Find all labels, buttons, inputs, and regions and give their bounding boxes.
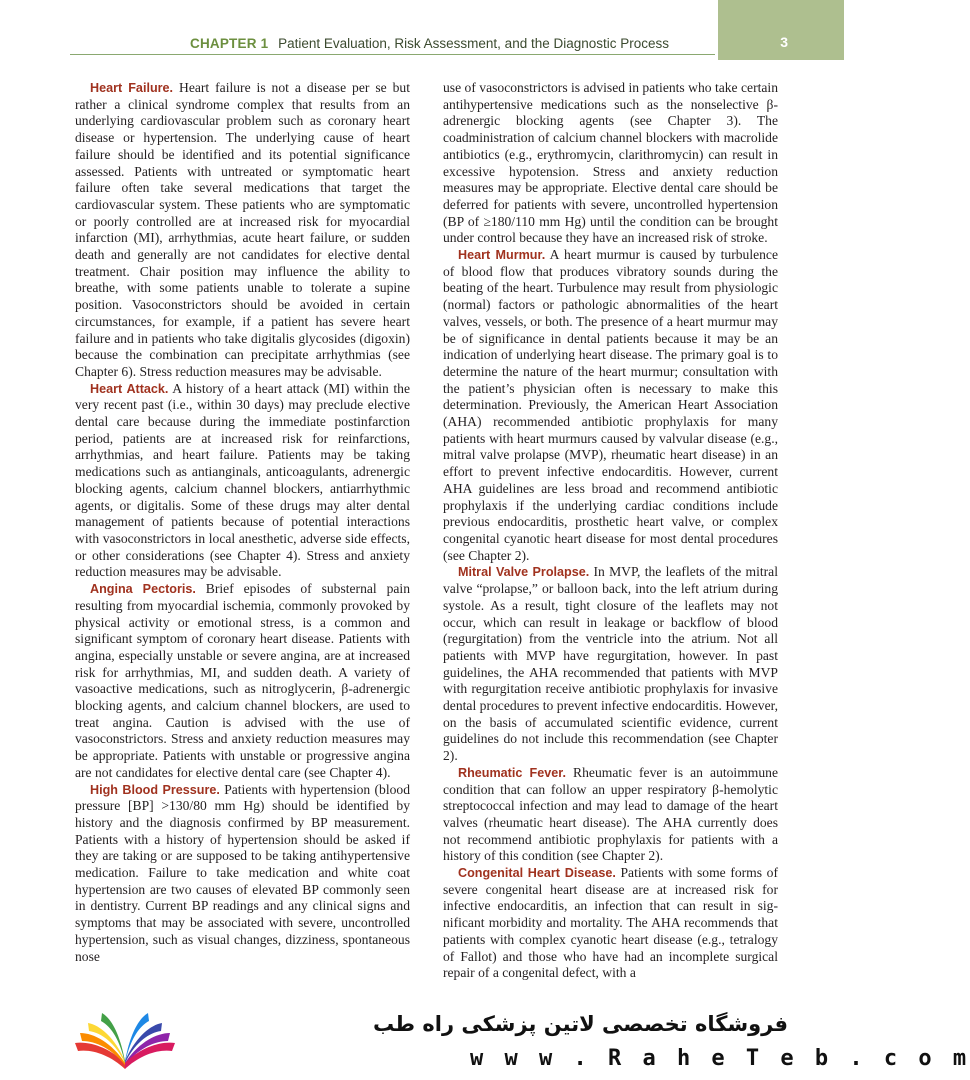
body-congenital: Patients with some forms of severe congenital heart disease are at increased risk for infective endocarditis, an infection that can result in significant morbidity and mortality. The AHA recommends that patients with complex cyanotic heart disease (e.g., tetralogy of Fallot) and those who have had an incomplete surgical repair of a congenital defect, with a [443,865,778,981]
paragraph-mvp [443,564,778,764]
paragraph-continuation [443,80,778,247]
running-head [190,36,669,51]
body-mvp: In MVP, the leaflets of the mitral valve “prolapse,” or balloon back, into the left atrium during systole. As a result, tight closure of the leaflets may not occur, which can result in leakage or backflow of blood (regurgitation) from the ventricle into the atrium. Not all patients with MVP have regurgitation, however. In past guidelines, the AHA recommended that patients with MVP with regurgitation receive antibiotic prophylaxis for invasive dental procedures to prevent infective endocarditis. However, on the basis of accumulated scientific evidence, current guidelines do not include this recommendation (see Chapter 2). [443,564,778,764]
header-rule [70,54,715,55]
heading-high-blood-pressure: High Blood Pressure. [90,782,220,797]
paragraph-heart-attack [75,381,410,581]
body-high-blood-pressure: Patients with hypertension (blood pressure [BP] >130/80 mm Hg) should be identified by history and the diagnosis confirmed by BP measurement. Patients with a history of hypertension should be asked if they are taking or are supposed to be taking antihypertensive medication. Failure to take medication and white coat hypertension are two causes of elevated BP commonly seen in dentistry. Current BP readings and any clinical signs and symptoms that may be associated with severe, uncontrolled hypertension, such as visual changes, dizziness, spontaneous nose [75,781,411,964]
left-column [75,80,410,965]
heading-heart-murmur: Heart Murmur. [458,248,546,263]
paragraph-congenital [443,865,778,982]
paragraph-rheumatic-fever [443,765,778,865]
watermark-url: w w w . R a h e T e b . c o m [470,1046,970,1071]
heading-heart-failure: Heart Failure. [90,81,174,95]
heading-rheumatic-fever: Rheumatic Fever. [458,765,566,780]
book-logo-icon [70,1003,180,1071]
heading-congenital: Congenital Heart Disease. [458,866,616,881]
heading-heart-attack: Heart Attack. [90,381,169,396]
body-angina: Brief episodes of substernal pain resulting from myocardial ischemia, commonly provoked by physical activity or emotional stress, is a common and significant symptom of coronary heart disease. Patients with angina, especially unstable or severe angina, are at increased risk for arrhythmias, MI, and sudden death. A variety of vasoactive medications, such as nitroglycerin, β-adrenergic blocking agents, and calcium channel blockers, are used to treat angina. Caution is advised with the use of vasoconstrictors. Stress and anxiety reduction measures may be appropriate. Patients with unstable or progressive angina are not candidates for elective dental care (see Chapter 4). [75,581,411,780]
chapter-label: CHAPTER 1 [190,36,269,51]
chapter-title: Patient Evaluation, Risk Assessment, and the Diagnostic Process [278,36,670,51]
page-number-box [718,0,844,60]
paragraph-high-blood-pressure [75,782,410,966]
body-heart-attack: A history of a heart attack (MI) within the very recent past (i.e., within 30 days) may preclude elective dental care because during the immediate postinfarction period, patients are at increased risk for reinfarctions, arrhythmias, and heart failure. Patients may be taking medications such as antianginals, anticoagulants, adrenergic blocking agents, calcium channel blockers, antiarrhythmic agents, or digitalis. Some of these drugs may alter dental management of patients because of potential interactions with vasoconstrictors in local anesthetic, adverse side effects, or other considerations (see Chapter 4). Stress and anxiety reduction measures may be advisable. [75,380,410,580]
heading-angina: Angina Pectoris. [90,582,196,597]
body-rheumatic-fever: Rheumatic fever is an autoimmune condition that can follow an upper respiratory β-hemolytic streptococcal infection and may lead to damage of the heart valves (rheumatic heart disease). The AHA currently does not recommend antibiotic prophylaxis for patients with a history of this condition (see Chapter 2). [443,764,778,864]
watermark-persian-text: فروشگاه تخصصی لاتین پزشکی راه طب [373,1012,788,1036]
paragraph-angina [75,581,410,781]
body-continuation: use of vasoconstrictors is advised in patients who take certain antihypertensive medications such as the nonselective β-adrenergic blocking agents (see Chapter 3). The coadministration of calcium channel blockers with macrolide antibiotics (e.g., erythromycin, clarithromycin) can result in excessive hypotension. Stress and anxiety reduction measures may be appropriate. Elective dental care should be deferred for patients with severe, uncontrolled hypertension (BP of ≥180/110 mm Hg) until the condition can be brought under control because they have an increased risk of stroke. [443,80,778,246]
heading-mvp: Mitral Valve Prolapse. [458,565,590,580]
page-header [0,0,844,60]
right-column [443,80,778,982]
body-heart-murmur: A heart murmur is caused by turbulence of blood flow that produces vibratory sounds during the beating of the heart. Turbulence may result from physiologic (normal) factors or pathologic abnormalities of the heart valves, vessels, or both. The presence of a heart murmur may be of significance in dental patients because it may be an indication of underlying heart disease. The primary goal is to determine the nature of the heart murmur; consultation with the patient’s physician often is necessary to make this determination. Previously, the American Heart Association (AHA) recommended antibiotic prophylaxis for many patients with heart murmurs caused by valvular disease (e.g., mitral valve prolapse (MVP), rheumatic heart disease) in an effort to prevent infective endocarditis. However, current AHA guidelines are less broad and recommend antibiotic prophylaxis if the underlying cardiac conditions include previous endocarditis, prosthetic heart valve, or complex congenital cyanotic heart disease for most dental procedures (see Chapter 2). [443,247,778,563]
body-heart-failure: Heart failure is not a disease per se but rather a clinical syndrome complex that results from an underlying cardiovascular problem such as coronary heart disease or hypertension. The underlying cause of heart failure should be identified and its potential significance assessed. Patients with untreated or symptomatic heart failure often take several medications that target the cardiovascular system. These patients who are symptomatic or poorly controlled are at increased risk for myocardial infarction (MI), arrhythmias, acute heart failure, or sudden death and generally are not candidates for elective dental treatment. Chair position may influence the ability to breathe, with some patients unable to tolerate a supine position. Vasoconstrictors should be avoided in certain circumstances, for example, if a patient has severe heart failure and in patients who take digitalis glycosides (digoxin) because the combination can precipitate arrhythmias (see Chapter 6). Stress reduction measures may be advisable. [75,80,410,379]
paragraph-heart-murmur [443,247,778,564]
page-number: 3 [780,34,788,50]
paragraph-heart-failure [75,80,410,381]
